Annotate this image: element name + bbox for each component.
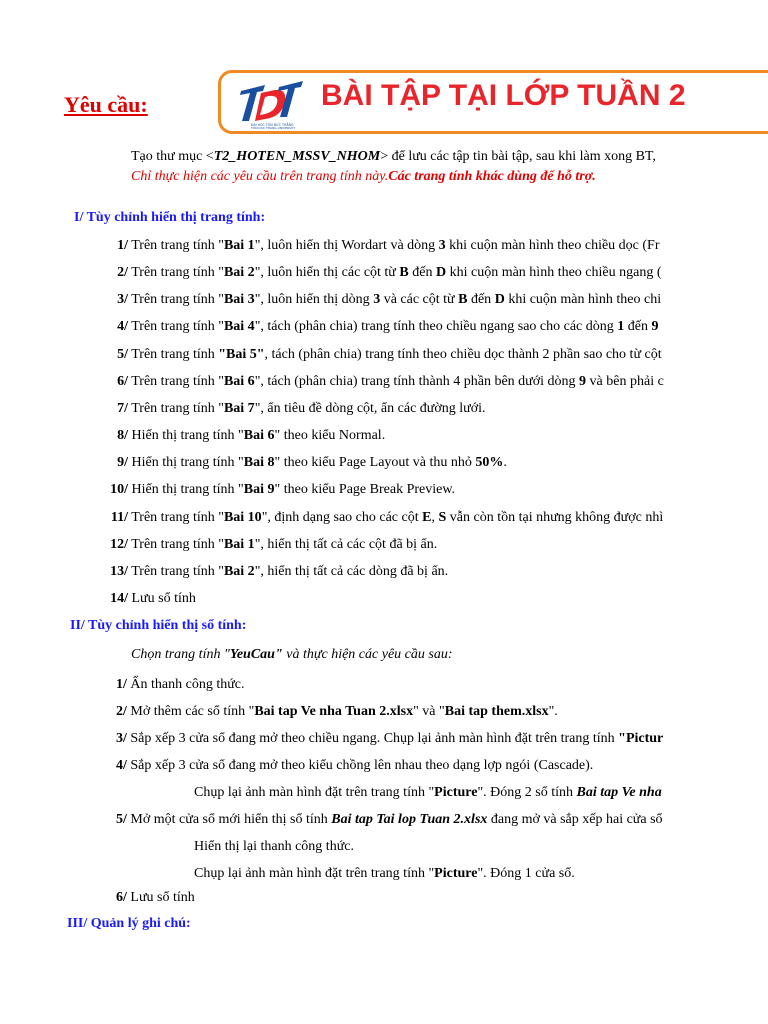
- tdtu-logo-icon: [235, 77, 305, 129]
- section-2-heading: II/ Tùy chỉnh hiển thị sổ tính:: [70, 618, 247, 633]
- banner-title: BÀI TẬP TẠI LỚP TUẦN 2: [321, 79, 686, 112]
- s1-item-2: 2/ Trên trang tính "Bai 2", luôn hiển thị các cột từ B đến D khi cuộn màn hình theo chiều ngang (: [0, 263, 768, 283]
- s1-item-number: 10/: [110, 482, 128, 497]
- s1-item-1: 1/ Trên trang tính "Bai 1", luôn hiển thị Wordart và dòng 3 khi cuộn màn hình theo chiều dọc (Fr: [0, 236, 768, 256]
- s1-item-number: 2/: [117, 265, 128, 280]
- s1-item-4: 4/ Trên trang tính "Bai 4", tách (phân chia) trang tính theo chiều ngang sao cho các dòng 1 đến 9: [0, 317, 768, 337]
- s1-item-11: 11/ Trên trang tính "Bai 10", định dạng sao cho các cột E, S vẫn còn tồn tại nhưng không được nhì: [0, 508, 768, 528]
- s1-item-number: 11/: [110, 510, 128, 525]
- s1-item-number: 13/: [110, 564, 128, 579]
- requirements-label: Yêu cầu:: [64, 92, 148, 117]
- s1-item-7: 7/ Trên trang tính "Bai 7", ẩn tiêu đề dòng cột, ẩn các đường lưới.: [0, 399, 768, 419]
- s1-item-number: 14/: [110, 591, 128, 606]
- s2-item-5: 5/ Mở một cửa sổ mới hiển thị sổ tính Bai tap Tai lop Tuan 2.xlsx đang mở và sắp xếp hai cửa sổ: [116, 812, 663, 827]
- s2-item-3: 3/ Sắp xếp 3 cửa sổ đang mở theo chiều ngang. Chụp lại ảnh màn hình đặt trên trang tính "Pictur: [116, 731, 664, 746]
- s2-item-4-sub: Chụp lại ảnh màn hình đặt trên trang tính "Picture". Đóng 2 sổ tính Bai tap Ve nha: [194, 785, 662, 800]
- title-banner: [218, 70, 768, 134]
- section-2-intro: Chọn trang tính "YeuCau" và thực hiện các yêu cầu sau:: [131, 647, 453, 662]
- s1-item-number: 8/: [117, 428, 128, 443]
- s1-item-number: 5/: [117, 347, 128, 362]
- s1-item-10: 10/ Hiển thị trang tính "Bai 9" theo kiểu Page Break Preview.: [0, 480, 768, 500]
- s2-item-5-sub-1: Hiển thị lại thanh công thức.: [194, 839, 354, 854]
- s1-item-13: 13/ Trên trang tính "Bai 2", hiển thị tất cả các dòng đã bị ẩn.: [0, 562, 768, 582]
- intro-line-1: Tạo thư mục <T2_HOTEN_MSSV_NHOM> để lưu các tập tin bài tập, sau khi làm xong BT,: [131, 149, 656, 164]
- s1-item-number: 4/: [117, 319, 128, 334]
- section-1-heading: I/ Tùy chỉnh hiển thị trang tính:: [74, 210, 266, 225]
- s1-item-5: 5/ Trên trang tính "Bai 5", tách (phân chia) trang tính theo chiều dọc thành 2 phần sao cho từ cột: [0, 345, 768, 365]
- logo-subtext: ĐẠI HỌC TÔN ĐỨC THẮNG: [251, 123, 294, 127]
- s1-item-6: 6/ Trên trang tính "Bai 6", tách (phân chia) trang tính thành 4 phần bên dưới dòng 9 và bên phải c: [0, 372, 768, 392]
- s1-item-number: 6/: [117, 374, 128, 389]
- s1-item-number: 12/: [110, 537, 128, 552]
- s2-item-6: 6/ Lưu sổ tính: [116, 890, 195, 905]
- s1-item-3: 3/ Trên trang tính "Bai 3", luôn hiển thị dòng 3 và các cột từ B đến D khi cuộn màn hình theo chi: [0, 290, 768, 310]
- s2-item-5-sub-2: Chụp lại ảnh màn hình đặt trên trang tính "Picture". Đóng 1 cửa sổ.: [194, 866, 575, 881]
- s2-item-1: 1/ Ẩn thanh công thức.: [116, 677, 245, 692]
- s1-item-number: 1/: [117, 238, 128, 253]
- s1-item-number: 9/: [117, 455, 128, 470]
- s2-item-4: 4/ Sắp xếp 3 cửa sổ đang mở theo kiểu chồng lên nhau theo dạng lợp ngói (Cascade).: [116, 758, 594, 773]
- s1-item-12: 12/ Trên trang tính "Bai 1", hiển thị tất cả các cột đã bị ẩn.: [0, 535, 768, 555]
- logo-subtext-en: TON DUC THANG UNIVERSITY: [251, 126, 296, 129]
- s1-item-8: 8/ Hiển thị trang tính "Bai 6" theo kiểu Normal.: [0, 426, 768, 446]
- s1-item-number: 3/: [117, 292, 128, 307]
- intro-line-2: Chỉ thực hiện các yêu cầu trên trang tính này.Các trang tính khác dùng để hỗ trợ.: [131, 169, 596, 184]
- s1-item-14: 14/ Lưu sổ tính: [0, 589, 768, 609]
- s1-item-9: 9/ Hiển thị trang tính "Bai 8" theo kiểu Page Layout và thu nhỏ 50%.: [0, 453, 768, 473]
- s1-item-number: 7/: [117, 401, 128, 416]
- section-3-heading: III/ Quản lý ghi chú:: [67, 916, 191, 931]
- s2-item-2: 2/ Mở thêm các sổ tính "Bai tap Ve nha Tuan 2.xlsx" và "Bai tap them.xlsx".: [116, 704, 558, 719]
